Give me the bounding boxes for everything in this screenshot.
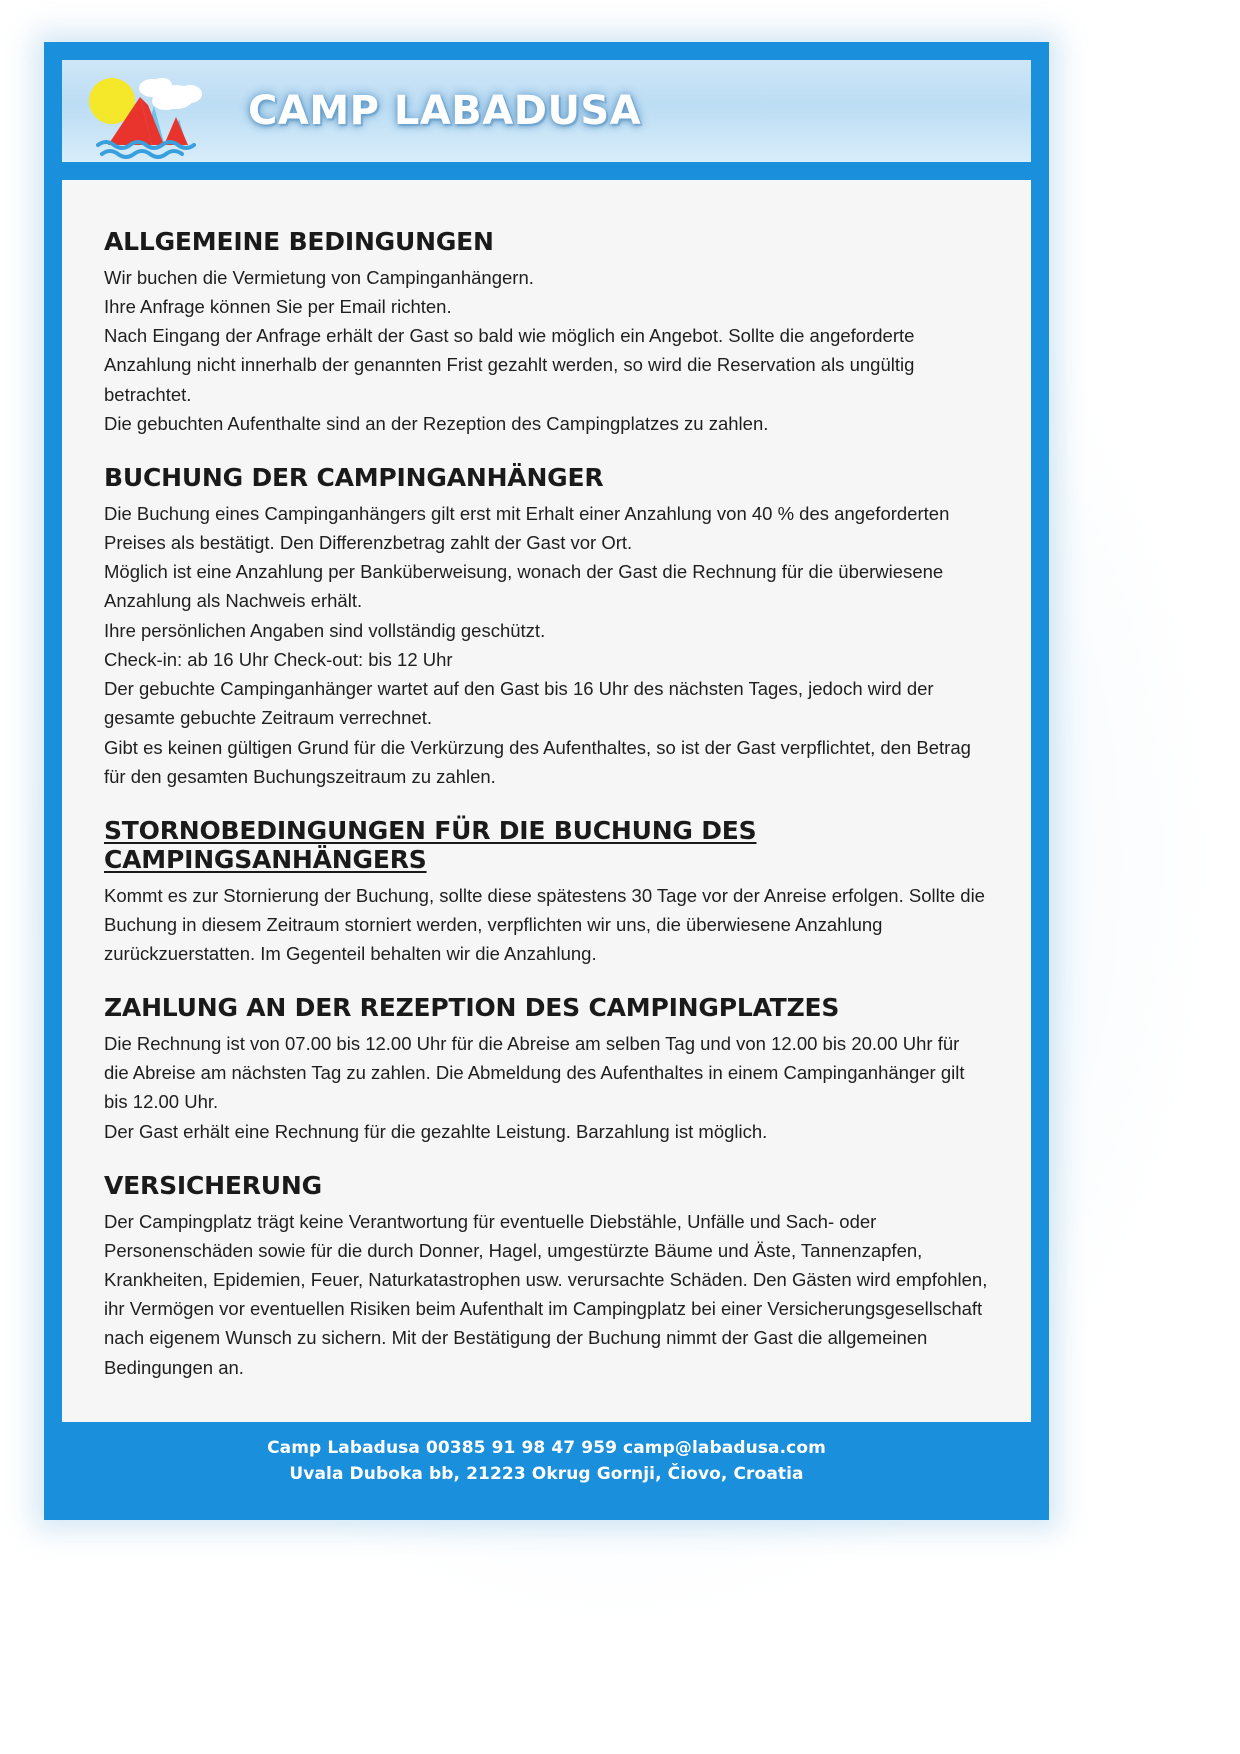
- section-allgemeine-bedingungen: [104, 228, 989, 438]
- section-paragraph: Die gebuchten Aufenthalte sind an der Rezeption des Campingplatzes zu zahlen.: [104, 412, 769, 434]
- section-paragraph: Der Gast erhält eine Rechnung für die gezahlte Leistung. Barzahlung ist möglich.: [104, 1120, 768, 1142]
- section-buchung-der-campinganhaenger: [104, 464, 989, 791]
- footer-contact-line: Camp Labadusa 00385 91 98 47 959 camp@labadusa.com: [267, 1438, 826, 1458]
- section-paragraph: Check-in: ab 16 Uhr Check-out: bis 12 Uhr: [104, 648, 453, 670]
- section-heading: ALLGEMEINE BEDINGUNGEN: [104, 227, 494, 256]
- section-versicherung: [104, 1172, 989, 1382]
- brand-title: CAMP LABADUSA: [248, 88, 642, 134]
- section-paragraph: Kommt es zur Stornierung der Buchung, sollte diese spätestens 30 Tage vor der Anreise erfolgen. Sollte die Buchung in diesem Zeitraum storniert werden, verpflichten wir uns, die überwiesene Anzahlung zurückzuerstatten. Im Gegenteil behalten wir die Anzahlung.: [104, 884, 985, 964]
- header-banner: [62, 60, 1031, 162]
- section-paragraph: Die Rechnung ist von 07.00 bis 12.00 Uhr für die Abreise am selben Tag und von 12.00 bis 20.00 Uhr für die Abreise am nächsten Tag zu zahlen. Die Abmeldung des Aufenthaltes in einem Campinganhänger gilt bis 12.00 Uhr.: [104, 1032, 965, 1113]
- section-paragraph: Der gebuchte Campinganhänger wartet auf den Gast bis 16 Uhr des nächsten Tages, jedoch wird der gesamte gebuchte Zeitraum verrechnet.: [104, 678, 934, 729]
- header-divider: [62, 162, 1031, 180]
- document-content: [62, 180, 1031, 1422]
- section-zahlung-an-der-rezeption: [104, 994, 989, 1146]
- section-paragraph: Ihre Anfrage können Sie per Email richten.: [104, 295, 452, 317]
- section-heading: STORNOBEDINGUNGEN FÜR DIE BUCHUNG DES CAMPINGSANHÄNGERS: [104, 816, 757, 874]
- section-paragraph: Möglich ist eine Anzahlung per Banküberweisung, wonach der Gast die Rechnung für die überwiesene Anzahlung als Nachweis erhält.: [104, 561, 944, 612]
- section-heading: ZAHLUNG AN DER REZEPTION DES CAMPINGPLATZES: [104, 993, 840, 1023]
- section-stornobedingungen: [104, 817, 989, 968]
- section-paragraph: Nach Eingang der Anfrage erhält der Gast so bald wie möglich ein Angebot. Sollte die angeforderte Anzahlung nicht innerhalb der genannten Frist gezahlt werden, so wird die Reservation als ungültig betrachtet.: [104, 325, 915, 405]
- section-paragraph: Gibt es keinen gültigen Grund für die Verkürzung des Aufenthaltes, so ist der Gast verpflichtet, den Betrag für den gesamten Buchungszeitraum zu zahlen.: [104, 736, 971, 787]
- section-heading: VERSICHERUNG: [104, 1170, 322, 1200]
- section-paragraph: Ihre persönlichen Angaben sind vollständig geschützt.: [104, 619, 546, 641]
- camp-tent-logo-icon: [68, 61, 226, 161]
- footer-address-line: Uvala Duboka bb, 21223 Okrug Gornji, Čiovo, Croatia: [289, 1463, 804, 1484]
- document-frame: [44, 42, 1049, 1520]
- section-heading: BUCHUNG DER CAMPINGANHÄNGER: [104, 463, 604, 493]
- section-paragraph: Die Buchung eines Campinganhängers gilt erst mit Erhalt einer Anzahlung von 40 % des angeforderten Preises als bestätigt. Den Differenzbetrag zahlt der Gast vor Ort.: [104, 502, 950, 554]
- footer-contact-bar: [62, 1422, 1031, 1502]
- section-paragraph: Der Campingplatz trägt keine Verantwortung für eventuelle Diebstähle, Unfälle und Sach- oder Personenschäden sowie für die durch Donner, Hagel, umgestürzte Bäume und Äste, Tannenzapfen, Krankheiten, Epidemien, Feuer, Naturkatastrophen usw. verursachte Schäden. Den Gästen wird empfohlen, ihr Vermögen vor eventuellen Risiken beim Aufenthalt im Campingplatz bei einer Versicherungsgesellschaft nach eigenem Wunsch zu sichern. Mit der Bestätigung der Buchung nimmt der Gast die allgemeinen Bedingungen an.: [104, 1210, 988, 1378]
- section-paragraph: Wir buchen die Vermietung von Campinganhängern.: [104, 266, 534, 288]
